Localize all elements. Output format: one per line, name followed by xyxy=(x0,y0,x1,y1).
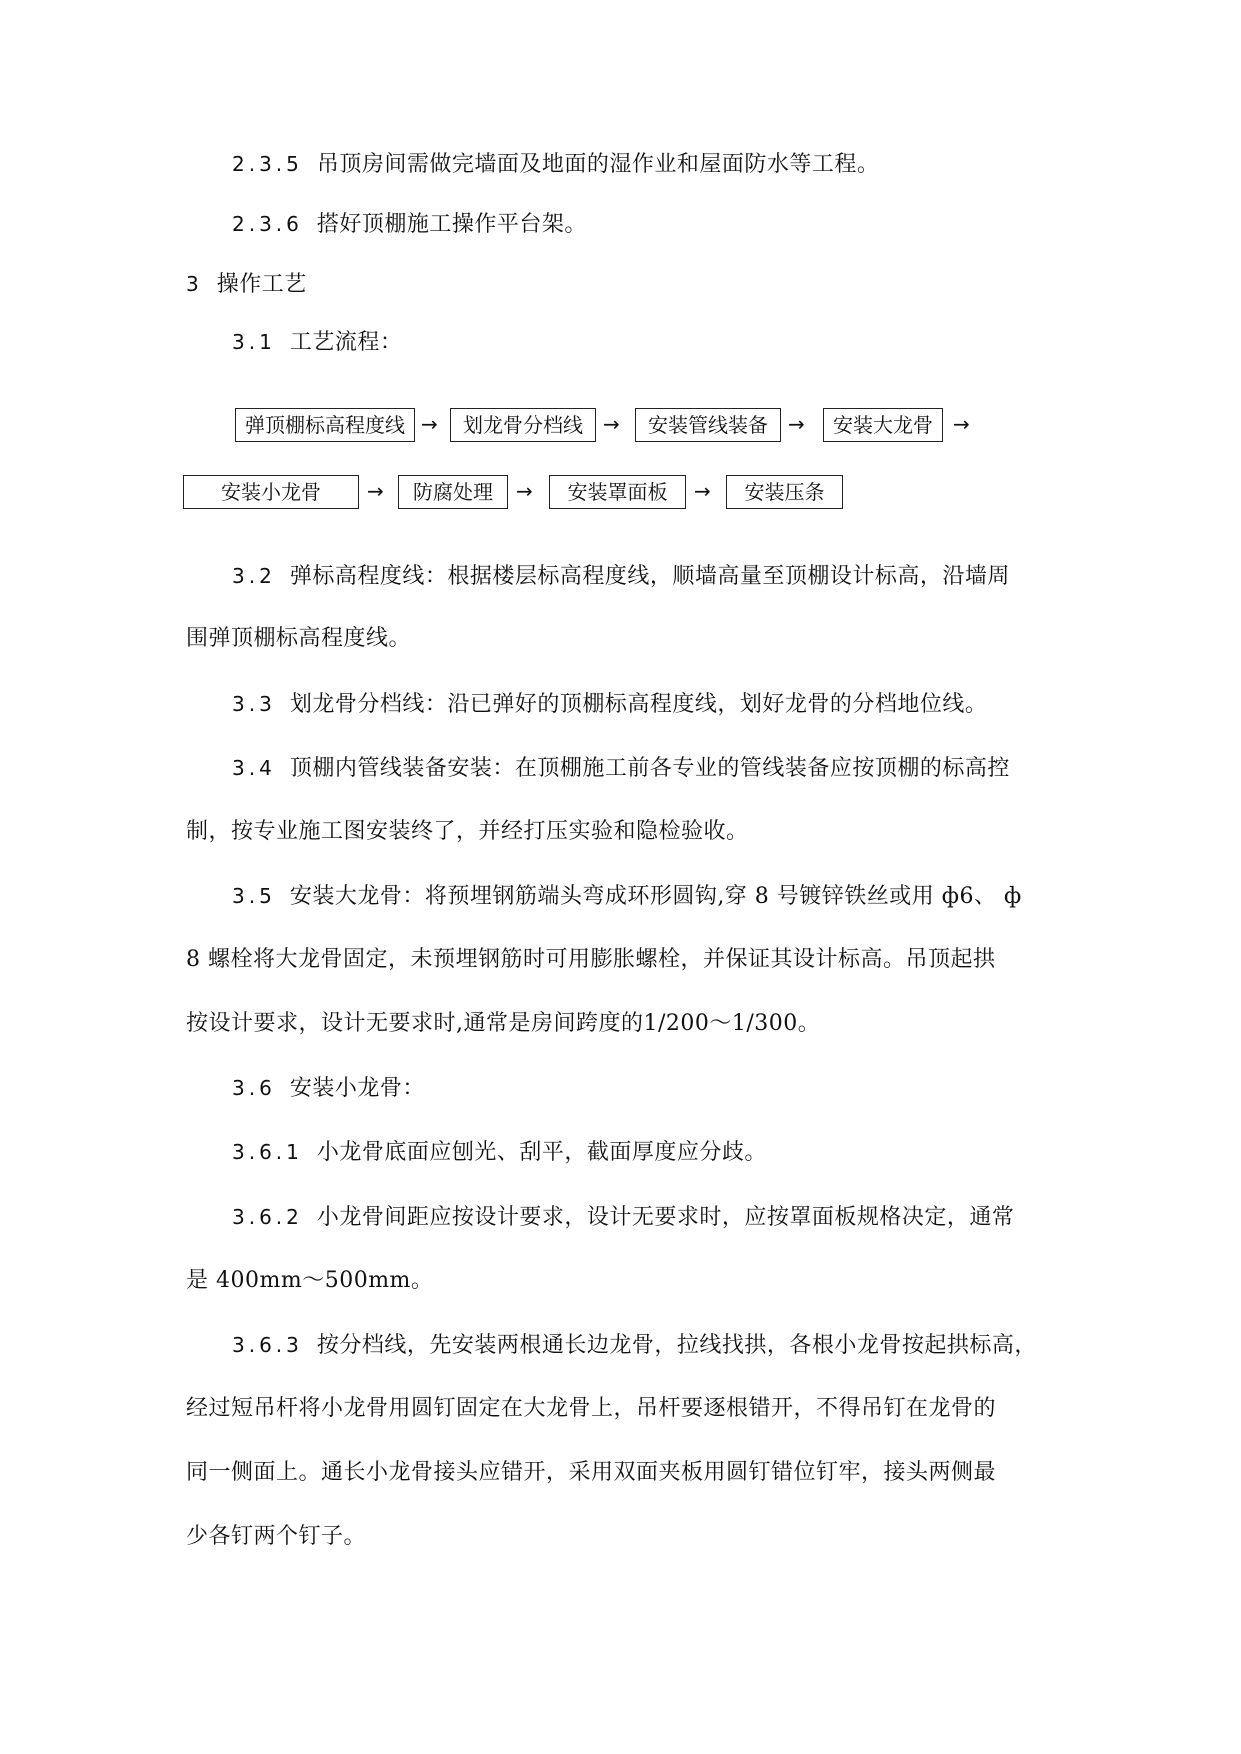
paragraph-3-4 xyxy=(232,754,1010,783)
paragraph-3-6-3 xyxy=(232,1331,1037,1360)
paragraph-3-5 xyxy=(232,882,1022,911)
arrow-right-icon: → xyxy=(421,412,438,436)
paragraph-text: 划龙骨分档线：沿已弹好的顶棚标高程度线，划好龙骨的分档地位线。 xyxy=(289,692,988,717)
section-number: 3.1 xyxy=(232,330,276,354)
paragraph-continuation: 制，按专业施工图安装终了，并经打压实验和隐检验收。 xyxy=(186,819,749,844)
section-number: 3.5 xyxy=(232,884,276,908)
paragraph-3-2 xyxy=(232,562,1010,591)
paragraph-2-3-6 xyxy=(232,210,587,239)
paragraph-text: 按分档线，先安装两根通长边龙骨，拉线找拱，各根小龙骨按起拱标高， xyxy=(316,1333,1037,1358)
flow-step: 弹顶棚标高程度线 xyxy=(235,408,415,442)
section-number: 3.4 xyxy=(232,756,276,780)
paragraph-text: 安装小龙骨： xyxy=(289,1076,425,1101)
section-title: 操作工艺 xyxy=(216,272,307,297)
paragraph-continuation: 是 400mm～500mm。 xyxy=(186,1268,434,1293)
section-number: 3.3 xyxy=(232,692,276,716)
arrow-right-icon: → xyxy=(694,479,711,503)
flow-step: 划龙骨分档线 xyxy=(450,408,596,442)
paragraph-3-6-2 xyxy=(232,1203,1014,1232)
paragraph-text: 安装大龙骨：将预埋钢筋端头弯成环形圆钩,穿 8 号镀锌铁丝或用 ф6、 ф xyxy=(289,884,1022,909)
paragraph-text: 搭好顶棚施工操作平台架。 xyxy=(316,212,587,237)
paragraph-text: 弹标高程度线：根据楼层标高程度线，顺墙高量至顶棚设计标高，沿墙周 xyxy=(289,564,1010,589)
flow-step: 安装小龙骨 xyxy=(183,475,359,509)
paragraph-3-6-1 xyxy=(232,1138,767,1167)
section-number: 3.6.3 xyxy=(232,1333,303,1357)
section-number: 3.6.1 xyxy=(232,1140,303,1164)
paragraph-continuation: 少各钉两个钉子。 xyxy=(186,1524,367,1549)
flow-step: 安装压条 xyxy=(726,475,843,509)
paragraph-continuation: 8 螺栓将大龙骨固定，未预埋钢筋时可用膨胀螺栓，并保证其设计标高。吊顶起拱 xyxy=(186,947,996,972)
section-number: 2.3.5 xyxy=(232,152,303,176)
paragraph-text: 小龙骨底面应刨光、刮平，截面厚度应分歧。 xyxy=(316,1140,767,1165)
flow-step: 安装罩面板 xyxy=(549,475,686,509)
flow-step: 防腐处理 xyxy=(398,475,508,509)
arrow-right-icon: → xyxy=(788,412,805,436)
paragraph-text: 吊顶房间需做完墙面及地面的湿作业和屋面防水等工程。 xyxy=(316,152,880,177)
paragraph-3-3 xyxy=(232,690,987,719)
arrow-right-icon: → xyxy=(516,479,533,503)
arrow-right-icon: → xyxy=(367,479,384,503)
section-heading-3 xyxy=(186,270,307,299)
paragraph-continuation: 经过短吊杆将小龙骨用圆钉固定在大龙骨上，吊杆要逐根错开，不得吊钉在龙骨的 xyxy=(186,1396,997,1421)
paragraph-3-1 xyxy=(232,328,402,357)
paragraph-continuation: 按设计要求，设计无要求时,通常是房间跨度的1/200～1/300。 xyxy=(186,1011,821,1036)
paragraph-2-3-5 xyxy=(232,150,879,179)
section-number: 3.2 xyxy=(232,564,276,588)
section-number: 3 xyxy=(186,272,203,296)
arrow-right-icon: → xyxy=(953,412,970,436)
section-number: 3.6.2 xyxy=(232,1205,303,1229)
flow-step: 安装管线装备 xyxy=(635,408,781,442)
paragraph-text: 小龙骨间距应按设计要求，设计无要求时，应按罩面板规格决定，通常 xyxy=(316,1205,1015,1230)
flow-step: 安装大龙骨 xyxy=(823,408,943,442)
paragraph-text: 工艺流程： xyxy=(289,330,403,355)
section-number: 3.6 xyxy=(232,1076,276,1100)
paragraph-continuation: 围弹顶棚标高程度线。 xyxy=(186,626,412,651)
section-number: 2.3.6 xyxy=(232,212,303,236)
arrow-right-icon: → xyxy=(603,412,620,436)
paragraph-continuation: 同一侧面上。通长小龙骨接头应错开，采用双面夹板用圆钉错位钉牢，接头两侧最 xyxy=(186,1460,997,1485)
paragraph-3-6 xyxy=(232,1074,425,1103)
paragraph-text: 顶棚内管线装备安装：在顶棚施工前各专业的管线装备应按顶棚的标高控 xyxy=(289,756,1010,781)
